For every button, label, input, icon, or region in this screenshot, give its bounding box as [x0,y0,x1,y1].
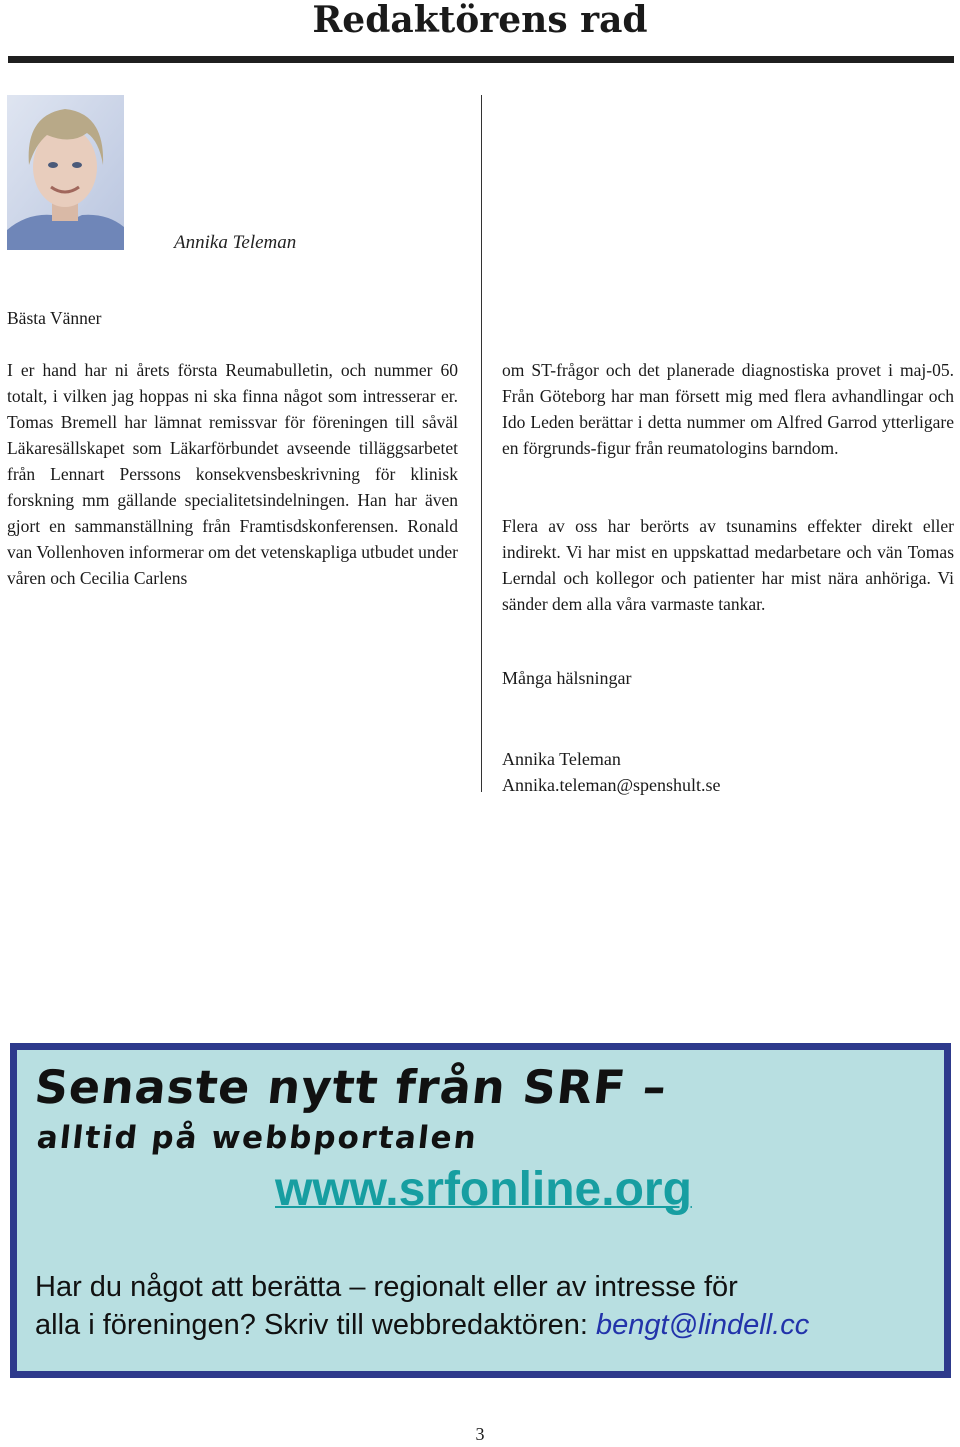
page-title: Redaktörens rad [312,0,648,41]
banner-subheadline: alltid på webbportalen [35,1120,480,1156]
letter-closing: Många hälsningar [502,668,632,688]
letter-greeting [7,305,458,331]
letter-body-right-1 [502,357,954,461]
greeting-text: Bästa Vänner [7,308,102,328]
photo-caption: Annika Teleman [174,232,297,253]
banner-message [35,1268,935,1344]
signature-email[interactable]: Annika.teleman@spenshult.se [502,775,721,795]
column-divider [481,95,482,792]
title-rule [8,56,954,63]
banner-url-link[interactable]: www.srfonline.org [275,1163,692,1216]
signature-name: Annika Teleman [502,749,621,769]
paragraph-right-2: Flera av oss har berörts av tsunamins effekter direkt eller indirekt. Vi har mist en uppskattad medarbetare och vän Tomas Lerndal och kollegor och patienter har mist nära anhöriga. Vi sänder dem alla våra varmaste tankar. [502,516,954,614]
banner-headline: Senaste nytt från SRF – [32,1060,670,1114]
portrait-photo [7,95,124,250]
letter-signature [502,746,721,798]
banner-email-link[interactable]: bengt@lindell.cc [595,1309,810,1341]
letter-body-left [7,357,458,591]
banner-message-line2 [35,1306,935,1344]
paragraph-right-1: om ST-frågor och det planerade diagnostiska provet i maj-05. Från Göteborg har man försett mig med flera avhandlingar och Ido Leden berättar i detta nummer om Alfred Garrod ytterligare en förgrunds-figur från reumatologins barndom. [502,360,954,458]
portrait-icon [7,95,124,250]
banner-message-line2-text: alla i föreningen? Skriv till webbredaktören: [35,1309,596,1341]
srf-banner [10,1043,951,1378]
paragraph-left: I er hand har ni årets första Reumabulletin, och nummer 60 totalt, i vilken jag hoppas ni ska finna något som intresserar er. Tomas Bremell har lämnat remissvar för föreningen till såväl Läkaresällskapet som Läkarförbundet avseende tilläggsarbetet från Lennart Perssons konsekvensbeskrivning för klinisk forskning mm gällande specialitetsindelningen. Han har även gjort en sammanställning från Framtisdskonferensen. Ronald van Vollenhoven informerar om det vetenskapliga utbudet under våren och Cecilia Carlens [7,360,458,588]
banner-message-line1: Har du något att berätta – regionalt eller av intresse för [35,1271,738,1303]
letter-body-right-2 [502,513,954,617]
page-number: 3 [475,1424,485,1444]
